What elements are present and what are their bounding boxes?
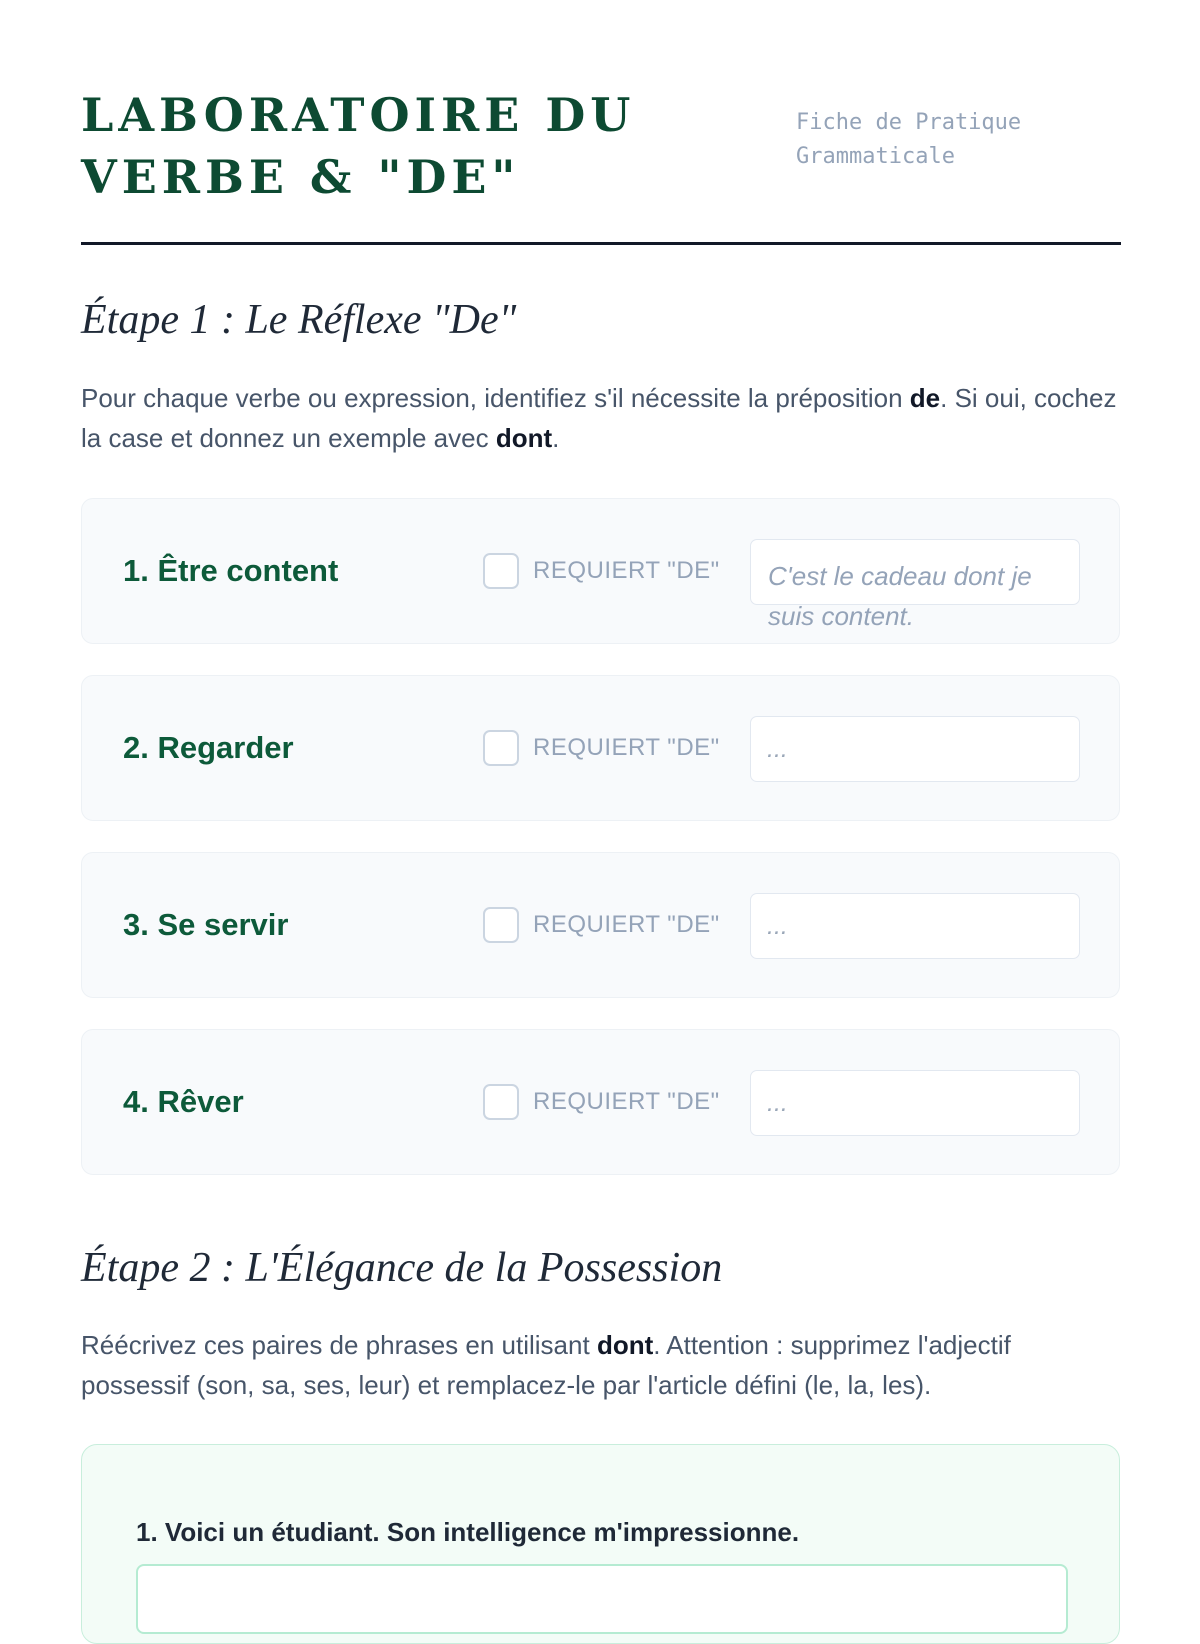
verb-item-card — [81, 675, 1120, 821]
rewrite-prompt: 1. Voici un étudiant. Son intelligence m'impressionne. — [136, 1517, 800, 1547]
requires-de-option — [483, 1084, 720, 1120]
verb-item-card — [81, 852, 1120, 998]
rewrite-exercise-card — [81, 1444, 1120, 1644]
verb-item-title: 4. Rêver — [123, 1084, 244, 1119]
step1-instructions — [81, 378, 1126, 458]
step2-desc-part2: . Attention : supprimez l'adjectif possessif (son, sa, ses, leur) et remplacez-le par l'article défini (le, la, les). — [81, 1330, 1011, 1400]
verb-item-card — [81, 1029, 1120, 1175]
requires-de-checkbox[interactable] — [483, 907, 519, 943]
step2-title: Étape 2 : L'Élégance de la Possession — [81, 1245, 723, 1291]
verb-item-title: 2. Regarder — [123, 730, 294, 765]
step2-desc-bold: dont — [596, 1330, 654, 1360]
requires-de-label: REQUIERT "DE" — [533, 557, 720, 584]
step1-desc-part1: Pour chaque verbe ou expression, identifiez s'il nécessite la préposition — [81, 383, 910, 413]
example-answer-input[interactable] — [750, 716, 1080, 782]
requires-de-label: REQUIERT "DE" — [533, 1088, 720, 1115]
example-answer-input[interactable] — [750, 893, 1080, 959]
requires-de-option — [483, 907, 720, 943]
verb-item-card — [81, 498, 1120, 644]
requires-de-checkbox[interactable] — [483, 1084, 519, 1120]
example-answer-text: C'est le cadeau dont je suis content. — [768, 561, 1032, 631]
verb-item-title: 3. Se servir — [123, 907, 289, 942]
requires-de-checkbox[interactable] — [483, 553, 519, 589]
page-subtitle: Fiche de Pratique Grammaticale — [796, 110, 1022, 169]
example-answer-input[interactable] — [750, 1070, 1080, 1136]
requires-de-label: REQUIERT "DE" — [533, 911, 720, 938]
requires-de-checkbox[interactable] — [483, 730, 519, 766]
step1-desc-bold1: de — [909, 383, 941, 413]
requires-de-option — [483, 553, 720, 589]
example-answer-field[interactable] — [750, 539, 1080, 631]
requires-de-label: REQUIERT "DE" — [533, 734, 720, 761]
page-title: LABORATOIRE DU VERBE & "DE" — [81, 88, 636, 204]
requires-de-option — [483, 730, 720, 766]
step1-desc-part3: . — [552, 423, 560, 453]
verb-item-title: 1. Être content — [123, 553, 339, 588]
step1-desc-bold2: dont — [495, 423, 553, 453]
step1-title: Étape 1 : Le Réflexe "De" — [81, 297, 517, 343]
step1-desc-part2: . Si oui, cochez la case et donnez un exemple avec — [81, 383, 1117, 453]
step2-desc-part1: Réécrivez ces paires de phrases en utilisant — [81, 1330, 597, 1360]
rewrite-answer-field[interactable] — [136, 1564, 1068, 1634]
page-header — [81, 80, 1121, 245]
step2-instructions — [81, 1325, 1126, 1405]
